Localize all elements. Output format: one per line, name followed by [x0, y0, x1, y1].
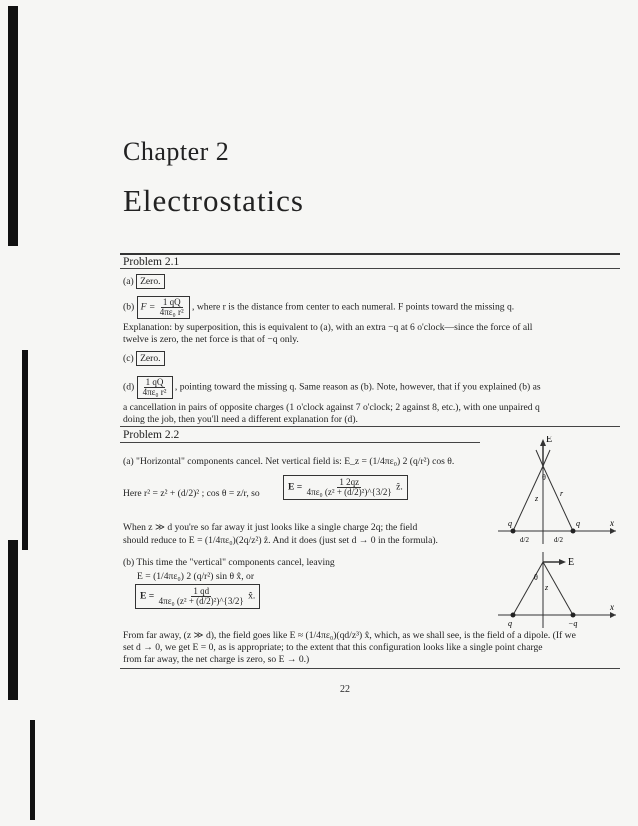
line-right-charge: [543, 466, 573, 531]
label-z: z: [545, 583, 549, 592]
charge-left: [511, 529, 516, 534]
p1-b-answer: F = $\frac{1 qQ}{\text{4πε₀ r²}}$: [137, 296, 190, 319]
label-d-left: d/2: [520, 536, 529, 544]
problem-2-1-heading: Problem 2.1: [123, 256, 180, 268]
p2-b-answer-box: E = $\frac{1 qd}{\text{4πε₀ (z² + (d/2)²)\textasciicircum{}\{3/2\}}}$ x̂.: [135, 584, 260, 609]
label-E: E: [568, 557, 575, 568]
p1-d-line-3: doing the job, then you'll need a different explanation for (d).: [123, 414, 358, 425]
label-d-right: d/2: [554, 536, 563, 544]
figure-two-charges: [498, 436, 618, 546]
charge-right: [571, 529, 576, 534]
label-E: E: [546, 436, 553, 445]
label-theta: θ: [542, 473, 546, 482]
x-axis-arrow: [610, 612, 616, 618]
label-x: x: [610, 602, 614, 612]
charge-positive: [511, 613, 516, 618]
rule-bottom: [120, 668, 620, 669]
line-left-charge: [513, 562, 543, 615]
rule-above-problem-2-2: [120, 426, 620, 427]
p2-far-line-2: should reduce to E = (1/4πε₀)(2q/z²) ẑ. And it does (just set d → 0 in the formula).: [123, 535, 438, 546]
page-number: 22: [340, 684, 350, 695]
p2-end-line-1: From far away, (z ≫ d), the field goes like E ≈ (1/4πε₀)(qd/z³) x̂, which, as we shall see, is the field of a dipole. (If we: [123, 630, 576, 641]
p2-far-line-1: When z ≫ d you're so far away it just looks like a single charge 2q; the field: [123, 522, 418, 533]
chapter-title: Electrostatics: [123, 183, 304, 218]
p2-end-line-3: from far away, the net charge is zero, so E → 0.): [123, 654, 310, 665]
label-theta: θ: [534, 573, 538, 582]
p1-c-answer: Zero.: [136, 351, 165, 366]
p2-part-b: (b) This time the "vertical" components cancel, leaving: [123, 557, 335, 568]
p1-d-line-2: a cancellation in pairs of opposite charges (1 o'clock against 7 o'clock; 2 against 8, etc.), with one unpaired q: [123, 402, 540, 413]
p1-part-c: (c) Zero.: [123, 351, 165, 366]
p2-b-E: E = (1/4πε₀) 2 (q/r²) sin θ x̂, or: [137, 571, 255, 582]
label-q-right: q: [576, 519, 580, 528]
p2-here-line: Here r² = z² + (d/2)² ; cos θ = z/r, so: [123, 488, 260, 499]
rule-top: [120, 253, 620, 255]
p2-a-answer-box: E = $\frac{1 2qz}{\text{4πε₀ (z² + (d/2)²)\textasciicircum{}\{3/2\}}}$ ẑ.: [283, 475, 408, 500]
figure-dipole: [498, 550, 618, 630]
chapter-label: Chapter 2: [123, 137, 230, 166]
field-component-left: [536, 450, 543, 466]
x-axis-arrow: [610, 528, 616, 534]
rule-problem-2-1: [120, 268, 620, 269]
binder-mark-top: [8, 6, 18, 246]
problem-2-2-heading: Problem 2.2: [123, 429, 180, 441]
field-component-right: [543, 450, 550, 466]
p2-end-line-2: set d → 0, we get E = 0, as is appropriate; to the extent that this configuration looks like a single point charge: [123, 642, 543, 653]
p1-part-b: (b) F = $\frac{1 qQ}{\text{4πε₀ r²}}$ , where r is the distance from center to each numeral. F points toward the missing q.: [123, 297, 515, 317]
charge-negative: [571, 613, 576, 618]
label-z: z: [535, 494, 539, 503]
p1-part-a: (a) Zero.: [123, 274, 165, 289]
label-r: r: [560, 489, 564, 498]
label-q-left: q: [508, 519, 512, 528]
line-left-charge: [513, 466, 543, 531]
label-minus-q: −q: [568, 619, 578, 628]
rule-problem-2-2: [120, 442, 480, 443]
p2-part-a: (a) "Horizontal" components cancel. Net vertical field is: E_z = (1/4πε₀) 2 (q/r²) cos θ.: [123, 456, 455, 467]
binder-mark-lower: [8, 540, 18, 700]
p1-a-answer: Zero.: [136, 274, 165, 289]
p1-explanation-2: twelve is zero, the net force is that of −q only.: [123, 334, 299, 345]
p1-d-answer: $\frac{1 qQ}{\text{4πε₀ r²}}$: [137, 376, 173, 399]
p1-explanation-1: Explanation: by superposition, this is equivalent to (a), with an extra −q at 6 o'clock—since the force of all: [123, 322, 533, 333]
p1-part-d: (d) $\frac{1 qQ}{\text{4πε₀ r²}}$ , pointing toward the missing q. Same reason as (b). Note, however, that if you explained (b) as: [123, 377, 541, 397]
label-x: x: [610, 518, 614, 528]
binder-mark-bottom: [30, 720, 35, 820]
field-arrow: [559, 559, 566, 565]
binder-mark-middle: [22, 350, 28, 550]
label-q: q: [508, 619, 512, 628]
